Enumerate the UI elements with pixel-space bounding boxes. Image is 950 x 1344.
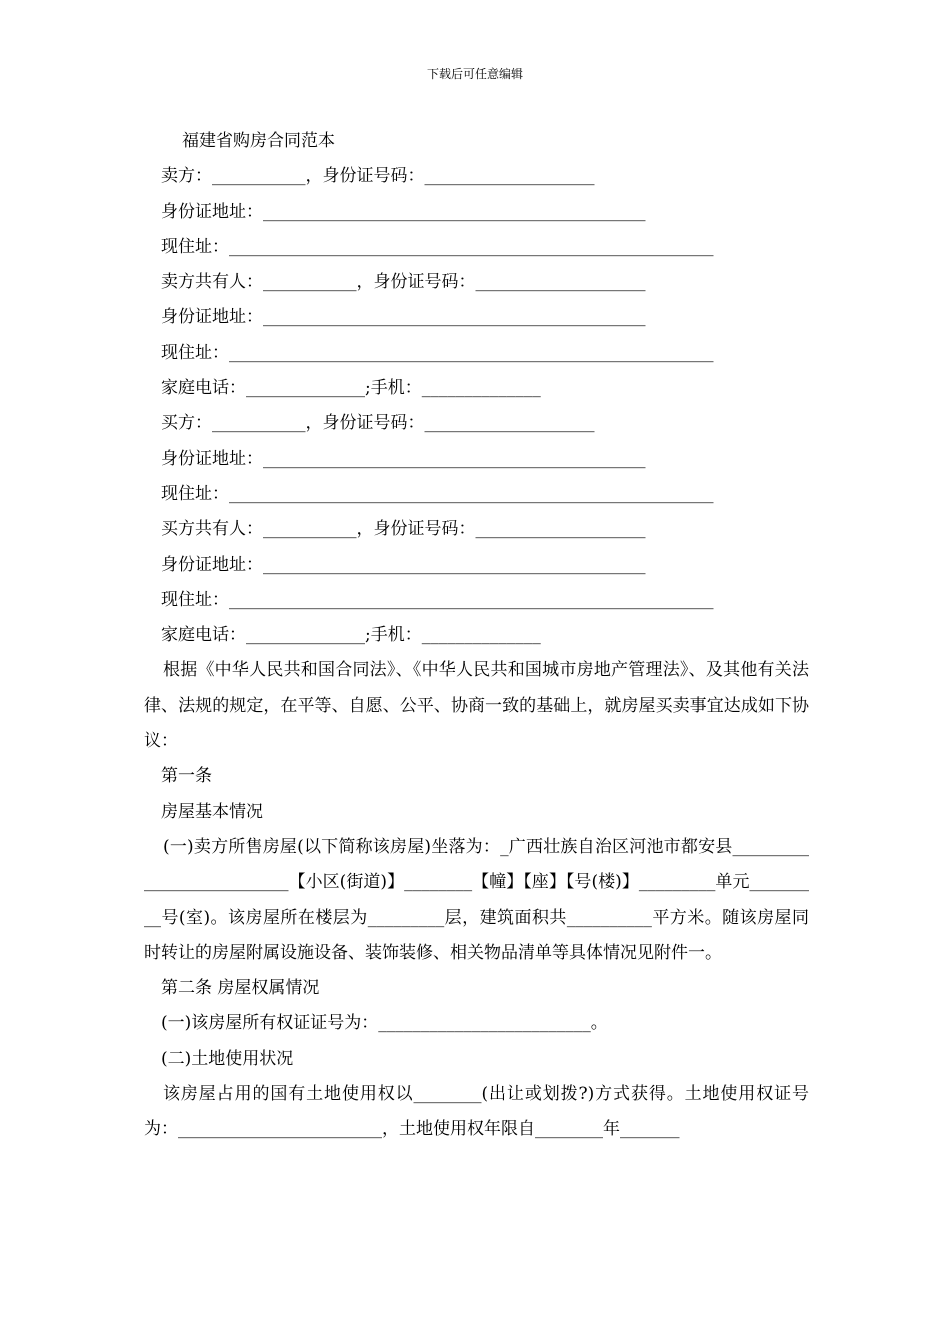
buyer-id-address-line: 身份证地址：_____________________________________________ (161, 448, 646, 469)
seller-phone-line: 家庭电话：______________;手机：______________ (161, 378, 541, 399)
document-title: 福建省购房合同范本 (182, 131, 335, 151)
seller-co-owner-line: 卖方共有人：___________，身份证号码：____________________ (161, 272, 646, 293)
article2-item1: (一)该房屋所有权证证号为：_________________________。 (161, 1013, 608, 1034)
seller-current-address-line: 现住址：_________________________________________________________ (161, 236, 714, 257)
buyer-co-owner-line: 买方共有人：___________，身份证号码：____________________ (161, 519, 646, 540)
article1-title: 房屋基本情况 (161, 801, 263, 822)
seller-line: 卖方：___________，身份证号码：____________________ (161, 166, 595, 187)
buyer-line: 买方：___________，身份证号码：____________________ (161, 413, 595, 434)
seller-co-id-address-line: 身份证地址：_____________________________________________ (161, 307, 646, 328)
buyer-phone-line: 家庭电话：______________;手机：______________ (161, 625, 541, 646)
page-header: 下载后可任意编辑 (426, 67, 523, 81)
article1-heading: 第一条 (161, 766, 212, 787)
article2-paragraph: 该房屋占用的国有土地使用权以________(出让或划拨?)方式获得。土地使用权证号为：________________________，土地使用权年限自________年_______ (144, 1084, 809, 1140)
buyer-current-address-line: 现住址：_________________________________________________________ (161, 483, 714, 504)
buyer-co-current-address-line: 现住址：_________________________________________________________ (161, 589, 714, 610)
buyer-co-id-address-line: 身份证地址：_____________________________________________ (161, 554, 646, 575)
article1-paragraph: (一)卖方所售房屋(以下简称该房屋)坐落为：_广西壮族自治区河池市都安县__________________________【小区(街道)】________【幢】【座】【号(楼)】_________单元_________号(室)。该房屋所在楼层为_________层，建筑面积共__________平方米。随该房屋同时转让的房屋附属设施设备、装饰装修、相关物品清单等具体情况见附件一。 (144, 836, 809, 963)
seller-co-current-address-line: 现住址：_________________________________________________________ (161, 342, 714, 363)
seller-id-address-line: 身份证地址：_____________________________________________ (161, 201, 646, 222)
article2-item2: (二)土地使用状况 (161, 1048, 294, 1069)
article2-heading: 第二条 房屋权属情况 (161, 978, 320, 999)
contract-body (144, 124, 809, 1148)
preamble-paragraph: 根据《中华人民共和国合同法》、《中华人民共和国城市房地产管理法》、及其他有关法律、法规的规定，在平等、自愿、公平、协商一致的基础上，就房屋买卖事宜达成如下协议： (144, 660, 809, 752)
